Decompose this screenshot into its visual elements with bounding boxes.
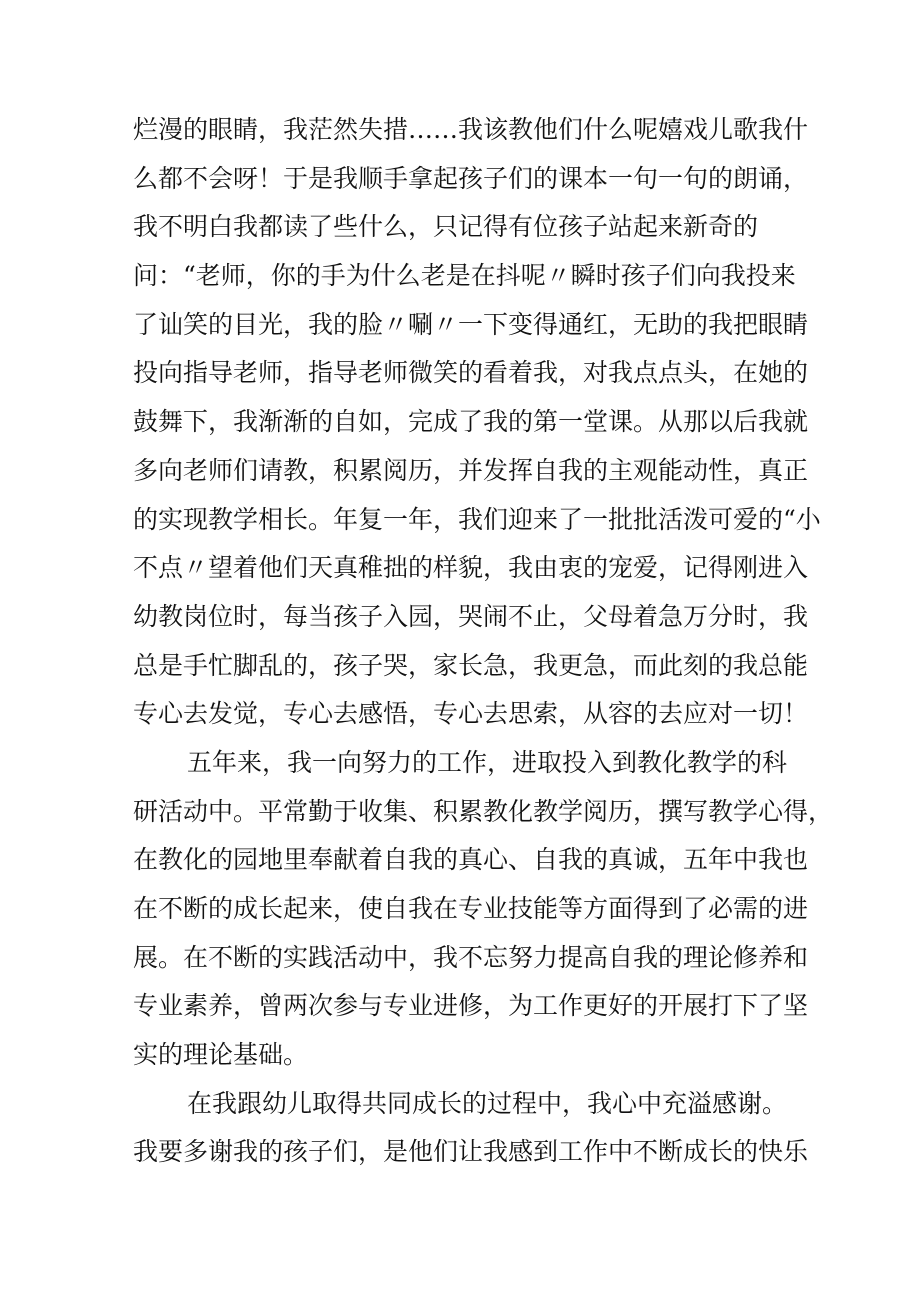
paragraph-start-line: 五年来，我一向努力的工作，进取投入到教化教学的科 bbox=[187, 747, 788, 777]
text-line: 总是手忙脚乱的，孩子哭，家长急，我更急，而此刻的我总能 bbox=[133, 650, 809, 680]
text-line: 投向指导老师，指导老师微笑的看着我，对我点点头，在她的 bbox=[133, 358, 809, 388]
text-line: 专心去发觉，专心去感悟，专心去思索，从容的去应对一切！ bbox=[133, 699, 809, 729]
body-text bbox=[133, 106, 834, 1177]
text-line: 烂漫的眼睛，我茫然失措……我该教他们什么呢嬉戏儿歌我什 bbox=[133, 115, 809, 144]
text-line: 问：“老师，你的手为什么老是在抖呢〃瞬时孩子们向我投来 bbox=[133, 261, 796, 291]
text-line: 我要多谢我的孩子们，是他们让我感到工作中不断成长的快乐 bbox=[133, 1137, 809, 1167]
text-line: 了讪笑的目光，我的脸〃唰〃一下变得通红，无助的我把眼睛 bbox=[133, 309, 809, 339]
text-line: 的实现教学相长。年复一年，我们迎来了一批批活泼可爱的“小 bbox=[133, 504, 821, 534]
text-line: 么都不会呀！于是我顺手拿起孩子们的课本一句一句的朗诵， bbox=[133, 163, 809, 193]
text-line: 我不明白我都读了些什么，只记得有位孩子站起来新奇的 bbox=[133, 212, 759, 242]
text-line: 实的理论基础。 bbox=[133, 1040, 309, 1070]
text-line: 在不断的成长起来，使自我在专业技能等方面得到了必需的进 bbox=[133, 894, 809, 923]
text-line: 专业素养，曾两次参与专业进修，为工作更好的开展打下了坚 bbox=[133, 991, 809, 1021]
text-line: 研活动中。平常勤于收集、积累教化教学阅历，撰写教学心得， bbox=[133, 796, 834, 826]
text-line: 展。在不断的实践活动中，我不忘努力提高自我的理论修养和 bbox=[133, 942, 809, 972]
paragraph-start-line: 在我跟幼儿取得共同成长的过程中，我心中充溢感谢。 bbox=[187, 1088, 788, 1118]
text-line: 鼓舞下，我渐渐的自如，完成了我的第一堂课。从那以后我就 bbox=[133, 407, 809, 437]
text-line: 多向老师们请教，积累阅历，并发挥自我的主观能动性，真正 bbox=[133, 455, 809, 485]
text-line: 幼教岗位时，每当孩子入园，哭闹不止，父母着急万分时，我 bbox=[133, 601, 809, 631]
text-line: 在教化的园地里奉献着自我的真心、自我的真诚，五年中我也 bbox=[133, 845, 809, 875]
text-line: 不点〃望着他们天真稚拙的样貌，我由衷的宠爱，记得刚进入 bbox=[133, 553, 809, 583]
